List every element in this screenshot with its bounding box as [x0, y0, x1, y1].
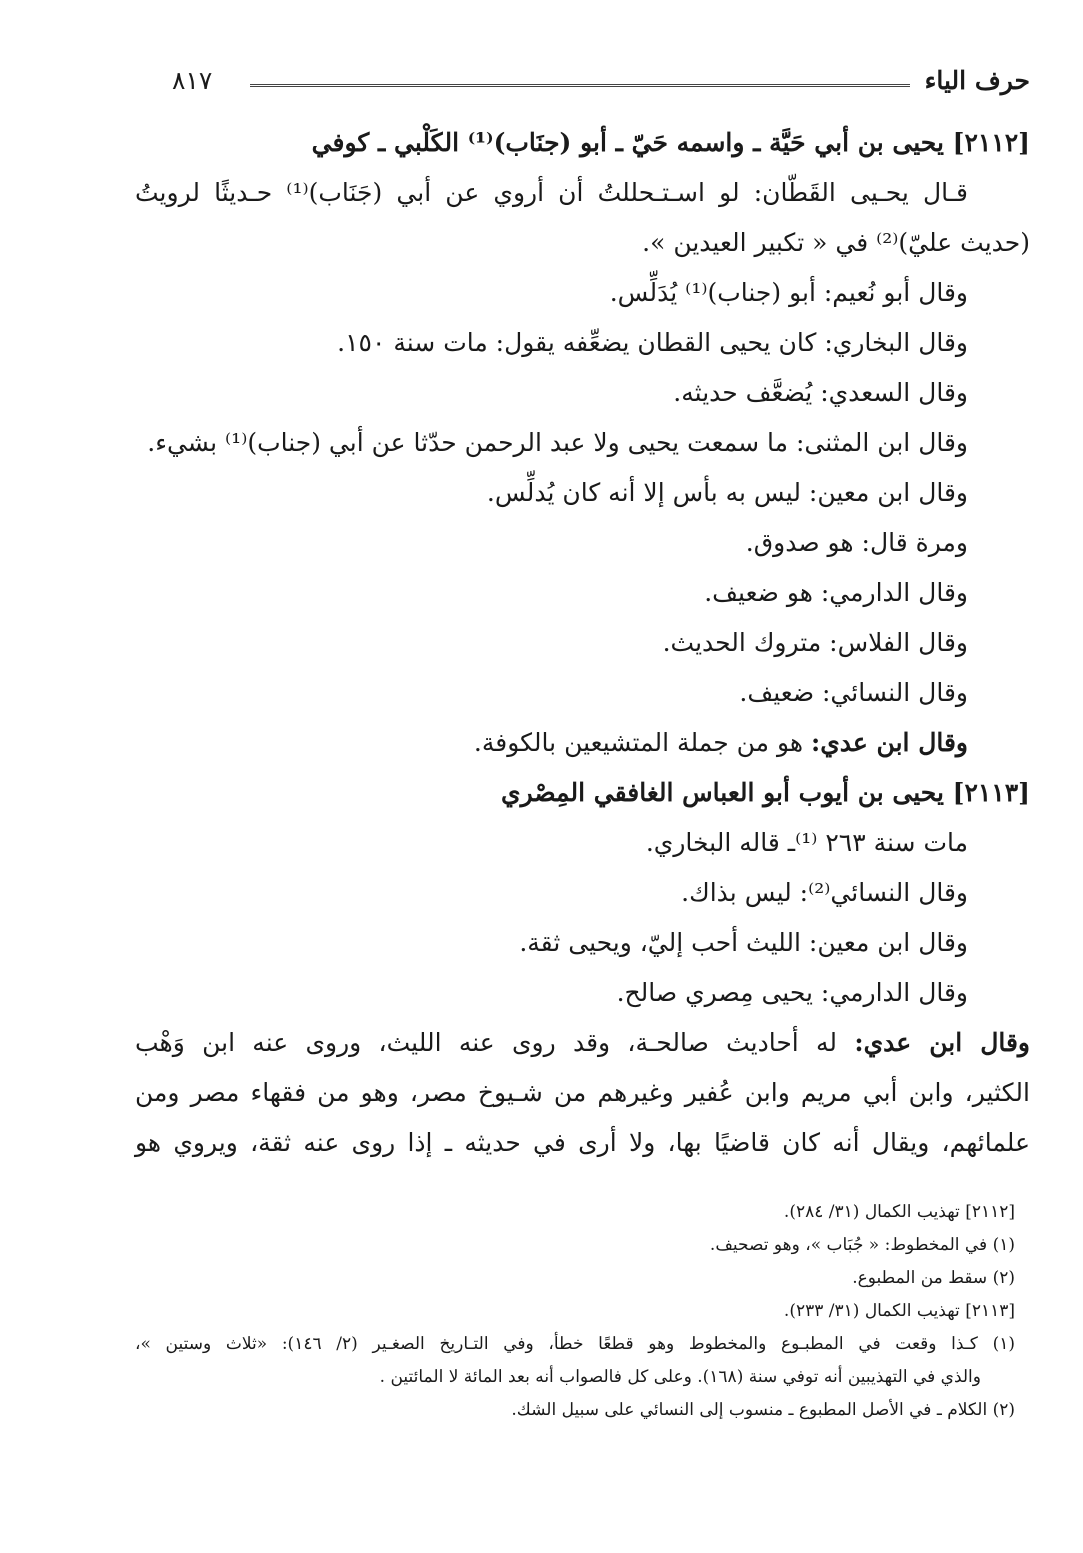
footnote: (٢) الكلام ـ في الأصل المطبوع ـ منسوب إلى النسائي على سبيل الشك. [511, 1400, 1015, 1420]
text-line: قـال يحـيى القَطّان: لو اسـتـحللتُ أن أروي عن أبي (جَنَاب)⁽¹⁾ حـديثًا لرويتُ [135, 178, 968, 207]
text-line [135, 718, 1030, 768]
footnote: (٢) سقط من المطبوع. [852, 1268, 1015, 1288]
speaker-text: له أحاديث صالحـة، وقد روى عنه الليث، وروى عنه ابن وَهْب [135, 1028, 855, 1057]
text-line: علمائهم، ويقال أنه كان قاضيًا بها، ولا أرى في حديثه ـ إذا روى عنه ثقة، ويروي هو [135, 1128, 1030, 1157]
speaker-text: هو من جملة المتشيعين بالكوفة. [473, 728, 812, 757]
speaker-label: وقال ابن عدي: [811, 728, 968, 757]
footnote: (١) في المخطوط: « جُبَاب »، وهو تصحيف. [709, 1235, 1015, 1255]
header-rule [250, 84, 910, 87]
text-line: وقال الدارمي: هو ضعيف. [704, 578, 968, 607]
text-line: وقال ابن معين: ليس به بأس إلا أنه كان يُدلِّس. [486, 478, 968, 507]
footnote: [٢١١٢] تهذيب الكمال (٣١/ ٢٨٤). [783, 1202, 1015, 1222]
entry-heading-2113: [٢١١٣] يحيى بن أيوب أبو العباس الغافقي المِصْري [501, 778, 1030, 807]
text-line: الكثير، وابن أبي مريم وابن عُفير وغيرهم من شـيوخ مصر، وهو من فقهاء مصر ومن [135, 1078, 1030, 1107]
speaker-label: وقال ابن عدي: [854, 1028, 1031, 1057]
text-line: وقال ابن معين: الليث أحب إليّ، ويحيى ثقة. [519, 928, 968, 957]
text-line: وقال أبو نُعيم: أبو (جناب)⁽¹⁾ يُدَلِّس. [609, 278, 968, 307]
text-line: وقال السعدي: يُضعَّف حديثه. [673, 378, 968, 407]
text-line: وقال الدارمي: يحيى مِصري صالح. [616, 978, 968, 1007]
text-line: ومرة قال: هو صدوق. [745, 528, 968, 557]
text-line: وقال النسائي: ضعيف. [739, 678, 968, 707]
page-number: ٨١٧ [172, 66, 213, 95]
main-text [135, 118, 1030, 1168]
footnote-continuation: والذي في التهذيبين أنه توفي سنة (١٦٨). وعلى كل فالصواب أنه بعد المائة لا المائتين . [379, 1367, 981, 1387]
text-line: وقال ابن المثنى: ما سمعت يحيى ولا عبد الرحمن حدّثا عن أبي (جناب)⁽¹⁾ بشيء. [147, 428, 968, 457]
footnote: (١) كـذا وقعت في المطبـوع والمخطوط وهو قطعًا خطأ، وفي التـاريخ الصغـير (٢/ ١٤٦): «ثلاث وستين »، [135, 1334, 1015, 1354]
text-line: مات سنة ٢٦٣ ⁽¹⁾ـ قاله البخاري. [645, 828, 968, 857]
page-header [150, 66, 1030, 106]
text-line: وقال البخاري: كان يحيى القطان يضعِّفه يقول: مات سنة ١٥٠. [337, 328, 968, 357]
footnotes [135, 1196, 1015, 1427]
text-line: وقال النسائي⁽²⁾: ليس بذاك. [681, 878, 968, 907]
text-line: وقال الفلاس: متروك الحديث. [662, 628, 968, 657]
running-title: حرف الياء [924, 66, 1030, 95]
entry-heading-2112: [٢١١٢] يحيى بن أبي حَيَّة ـ واسمه حَيّ ـ أبو (جنَاب)⁽¹⁾ الكَلْبي ـ كوفي [311, 128, 1030, 157]
text-line: (حديث عليّ)⁽²⁾ في « تكبير العيدين ». [642, 228, 1030, 257]
text-line [135, 1018, 1030, 1068]
footnote: [٢١١٣] تهذيب الكمال (٣١/ ٢٣٣). [783, 1301, 1015, 1321]
